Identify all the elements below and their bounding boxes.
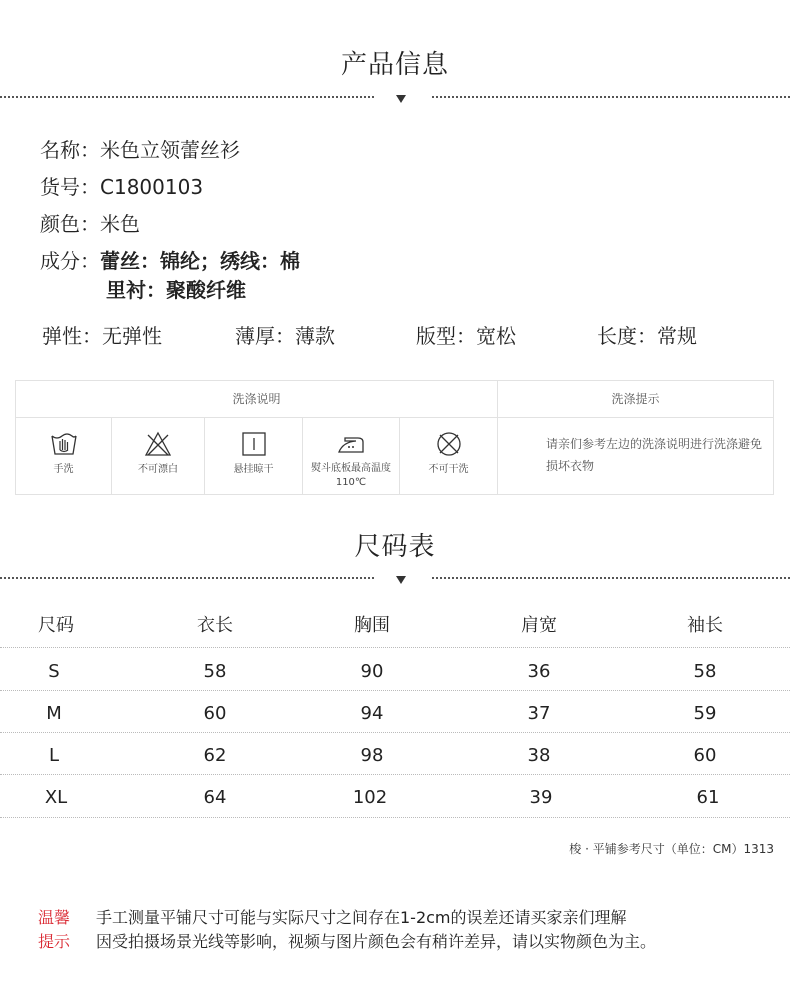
cell-shoulder: 37 <box>527 703 551 724</box>
care-instructions-panel <box>16 381 498 494</box>
row-divider <box>0 690 790 691</box>
row-divider <box>0 647 790 648</box>
no-bleach-icon <box>144 430 172 458</box>
attr-value: 无弹性 <box>102 324 162 348</box>
size-header-size: 尺码 <box>38 615 74 636</box>
name-value: 米色立领蕾丝衫 <box>100 138 240 162</box>
cell-size: L <box>48 745 60 766</box>
cell-size: XL <box>44 787 68 808</box>
divider-right <box>432 96 790 98</box>
cell-bust: 102 <box>352 787 388 808</box>
care-tips-panel <box>498 381 773 494</box>
down-triangle-icon <box>396 95 406 103</box>
composition-label: 成分： <box>40 249 100 273</box>
hang-dry-icon <box>240 430 268 458</box>
size-header-sleeve: 袖长 <box>687 615 723 636</box>
attr-value: 常规 <box>657 324 697 348</box>
attr-value: 薄款 <box>295 324 335 348</box>
cell-length: 60 <box>203 703 227 724</box>
cell-length: 62 <box>203 745 227 766</box>
row-divider <box>0 732 790 733</box>
attr-length <box>597 320 697 349</box>
color-value: 米色 <box>100 212 140 236</box>
name-label: 名称： <box>40 138 100 162</box>
size-header-bust: 胸围 <box>354 615 390 636</box>
attr-value: 宽松 <box>476 324 516 348</box>
divider-left <box>0 577 374 579</box>
tip-line2: 因受拍摄场景光线等影响，视频与图片颜色会有稍许差异，请以实物颜色为主。 <box>96 932 657 951</box>
cell-sleeve: 58 <box>693 661 717 682</box>
composition-line2: 里衬：聚酸纤维 <box>106 278 246 302</box>
attr-label: 长度： <box>597 324 657 348</box>
row-divider <box>0 774 790 775</box>
cell-size: S <box>48 661 60 682</box>
attr-label: 版型： <box>416 324 476 348</box>
care-tips-text: 请亲们参考左边的洗涤说明进行洗涤避免损坏衣物 <box>546 437 763 473</box>
tip-label-line2: 提示 <box>38 932 71 951</box>
tip-label-line1: 温馨 <box>38 908 71 927</box>
cell-shoulder: 36 <box>527 661 551 682</box>
attr-label: 薄厚： <box>235 324 295 348</box>
attr-thickness <box>235 320 335 349</box>
care-item-no-bleach <box>112 418 205 494</box>
care-caption: 悬挂晾干 <box>233 464 274 475</box>
sku-label: 货号： <box>40 175 100 199</box>
cell-bust: 98 <box>360 745 384 766</box>
tip-line1: 手工测量平铺尺寸可能与实际尺寸之间存在1-2cm的误差还请买家亲们理解 <box>96 908 627 927</box>
cell-size: M <box>46 703 62 724</box>
no-dry-clean-icon <box>435 430 463 458</box>
composition-line1: 蕾丝：锦纶；绣线：棉 <box>100 249 300 273</box>
divider-left <box>0 96 374 98</box>
size-header-length: 衣长 <box>197 615 233 636</box>
care-item-hang-dry <box>205 418 303 494</box>
color-label: 颜色： <box>40 212 100 236</box>
care-tips-header: 洗涤提示 <box>498 381 773 418</box>
cell-bust: 94 <box>360 703 384 724</box>
care-caption: 不可漂白 <box>138 464 178 475</box>
sku-value: C1800103 <box>100 175 204 199</box>
attr-fit <box>416 320 516 349</box>
info-composition-row <box>40 245 300 274</box>
care-caption: 不可干洗 <box>428 464 469 475</box>
iron-icon <box>337 430 365 458</box>
divider-right <box>432 577 790 579</box>
cell-sleeve: 60 <box>693 745 717 766</box>
product-info-title: 产品信息 <box>340 50 449 80</box>
attr-elasticity <box>42 320 162 349</box>
attr-label: 弹性： <box>42 324 102 348</box>
down-triangle-icon <box>396 576 406 584</box>
cell-sleeve: 61 <box>696 787 720 808</box>
hand-wash-icon <box>50 430 78 458</box>
care-caption: 熨斗底板最高温度110℃ <box>311 463 391 488</box>
care-caption: 手洗 <box>53 464 74 475</box>
info-color-row <box>40 208 140 237</box>
cell-length: 64 <box>203 787 227 808</box>
cell-length: 58 <box>203 661 227 682</box>
care-instructions-header: 洗涤说明 <box>16 381 497 418</box>
care-item-iron <box>303 418 400 494</box>
size-chart-title: 尺码表 <box>354 532 436 562</box>
cell-shoulder: 39 <box>529 787 553 808</box>
row-divider <box>0 817 790 818</box>
cell-shoulder: 38 <box>527 745 551 766</box>
size-header-shoulder: 肩宽 <box>521 615 557 636</box>
cell-bust: 90 <box>360 661 384 682</box>
care-instructions-box <box>15 380 774 495</box>
info-name-row <box>40 134 240 163</box>
care-item-no-dry-clean <box>400 418 497 494</box>
measurement-note: 梭 · 平铺参考尺寸（单位：CM）1313 <box>569 842 774 856</box>
info-sku-row <box>40 171 203 200</box>
cell-sleeve: 59 <box>693 703 717 724</box>
care-item-hand-wash <box>16 418 112 494</box>
